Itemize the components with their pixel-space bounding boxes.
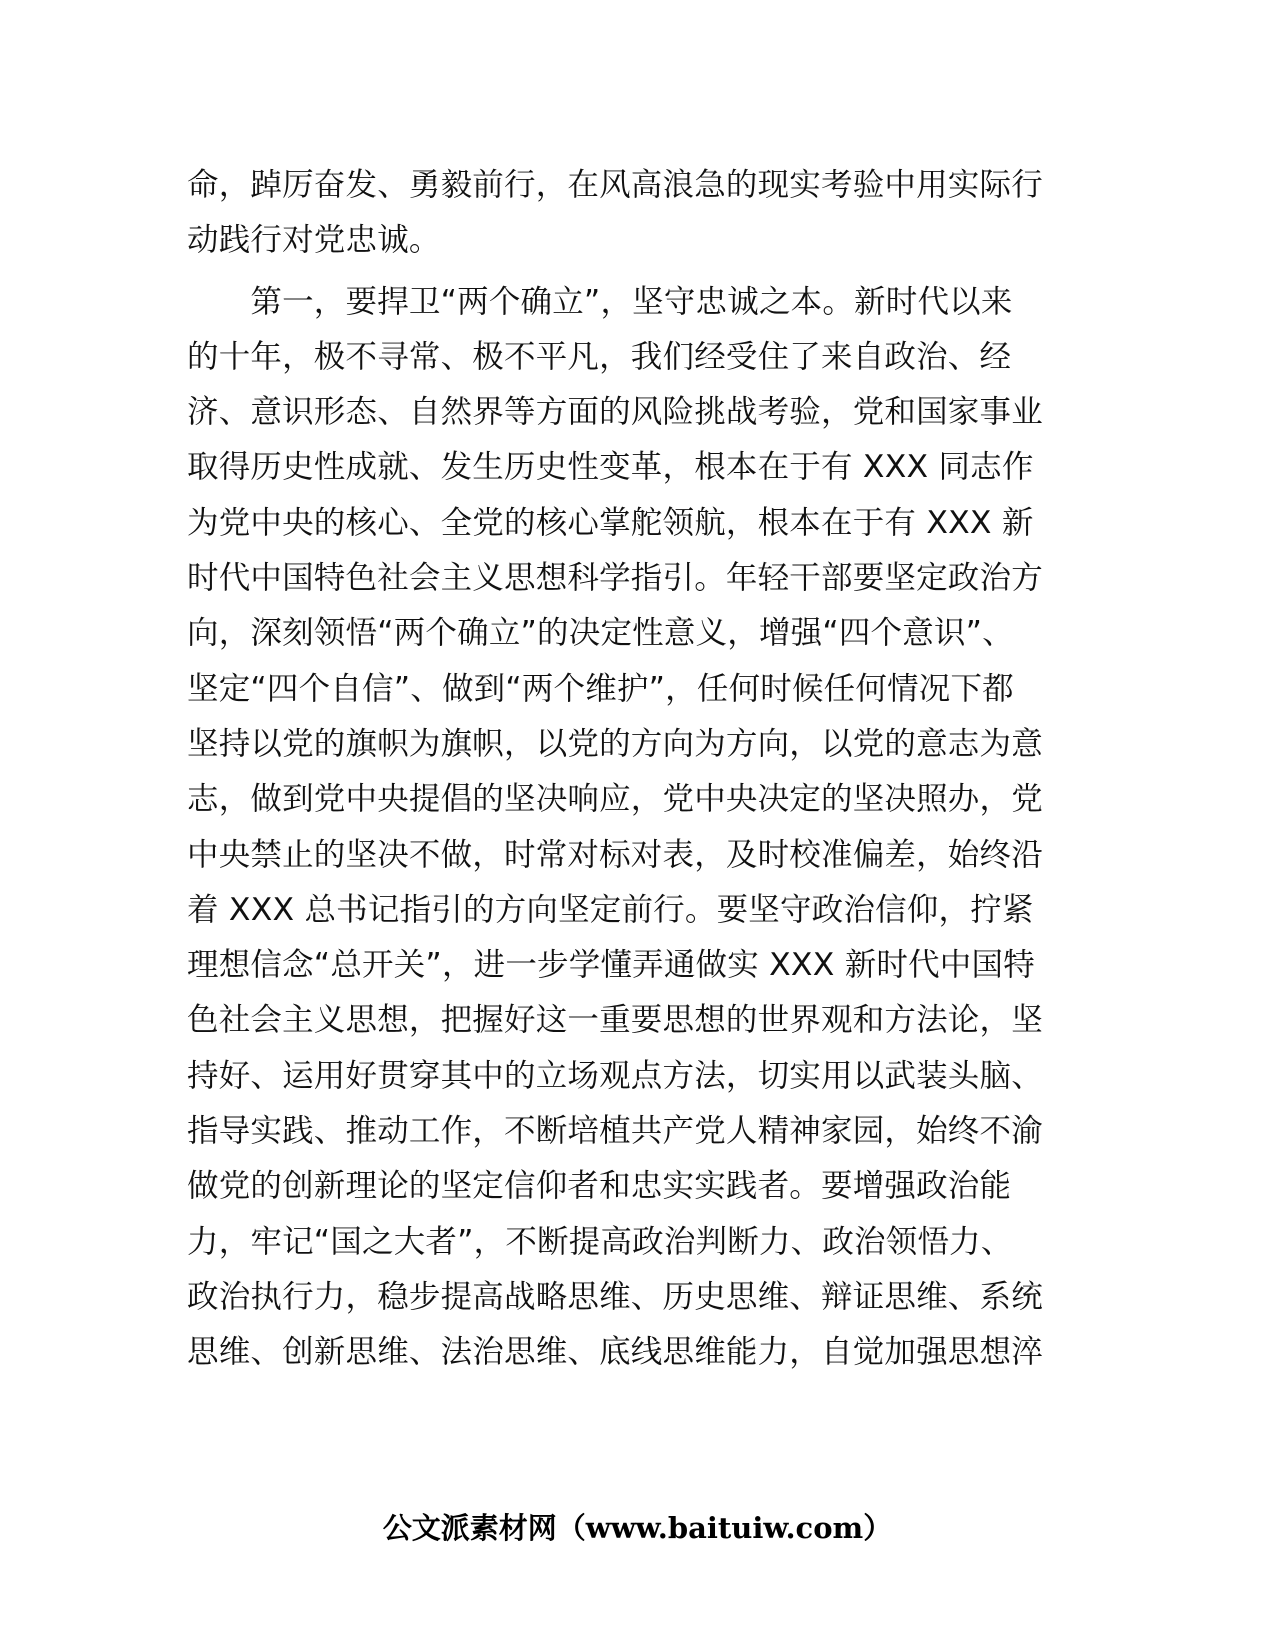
text-line: 坚定“四个自信”、做到“两个维护”，任何时候任何情况下都 [187,670,1014,707]
text-line: 指导实践、推动工作，不断培植共产党人精神家园，始终不渝 [187,1113,1043,1150]
text-line: 为党中央的核心、全党的核心掌舵领航，根本在于有 XXX 新 [187,504,1034,541]
text-line: 思维、创新思维、法治思维、底线思维能力，自觉加强思想淬 [187,1334,1043,1371]
text-line: 着 XXX 总书记指引的方向坚定前行。要坚守政治信仰，拧紧 [187,891,1034,928]
text-line: 志，做到党中央提倡的坚决响应，党中央决定的坚决照办，党 [187,781,1043,818]
text-line: 持好、运用好贯穿其中的立场观点方法，切实用以武装头脑、 [187,1057,1043,1094]
text-line: 时代中国特色社会主义思想科学指引。年轻干部要坚定政治方 [187,560,1043,597]
paragraph-1 [187,158,1090,269]
text-line: 第一，要捍卫“两个确立”，坚守忠诚之本。新时代以来 [187,283,1013,320]
footer-watermark: 公文派素材网（www.baituiw.com） [382,1511,893,1545]
text-line: 动践行对党忠诚。 [187,222,441,259]
text-line: 中央禁止的坚决不做，时常对标对表，及时校准偏差，始终沿 [187,836,1043,873]
text-line: 向，深刻领悟“两个确立”的决定性意义，增强“四个意识”、 [187,615,1014,652]
text-line: 命，踔厉奋发、勇毅前行，在风高浪急的现实考验中用实际行 [187,167,1043,203]
body-text [187,158,1090,1381]
text-line: 做党的创新理论的坚定信仰者和忠实实践者。要增强政治能 [187,1168,1012,1205]
paragraph-2 [187,275,1090,1381]
text-line: 坚持以党的旗帜为旗帜，以党的方向为方向，以党的意志为意 [187,725,1043,762]
text-line: 的十年，极不寻常、极不平凡，我们经受住了来自政治、经 [187,338,1012,375]
text-line: 理想信念“总开关”，进一步学懂弄通做实 XXX 新时代中国特 [187,947,1035,984]
text-line: 济、意识形态、自然界等方面的风险挑战考验，党和国家事业 [187,394,1043,431]
text-line: 力，牢记“国之大者”，不断提高政治判断力、政治领悟力、 [187,1223,1013,1260]
text-line: 色社会主义思想，把握好这一重要思想的世界观和方法论，坚 [187,1002,1043,1039]
text-line: 取得历史性成就、发生历史性变革，根本在于有 XXX 同志作 [187,449,1034,486]
text-line: 政治执行力，稳步提高战略思维、历史思维、辩证思维、系统 [187,1278,1043,1315]
